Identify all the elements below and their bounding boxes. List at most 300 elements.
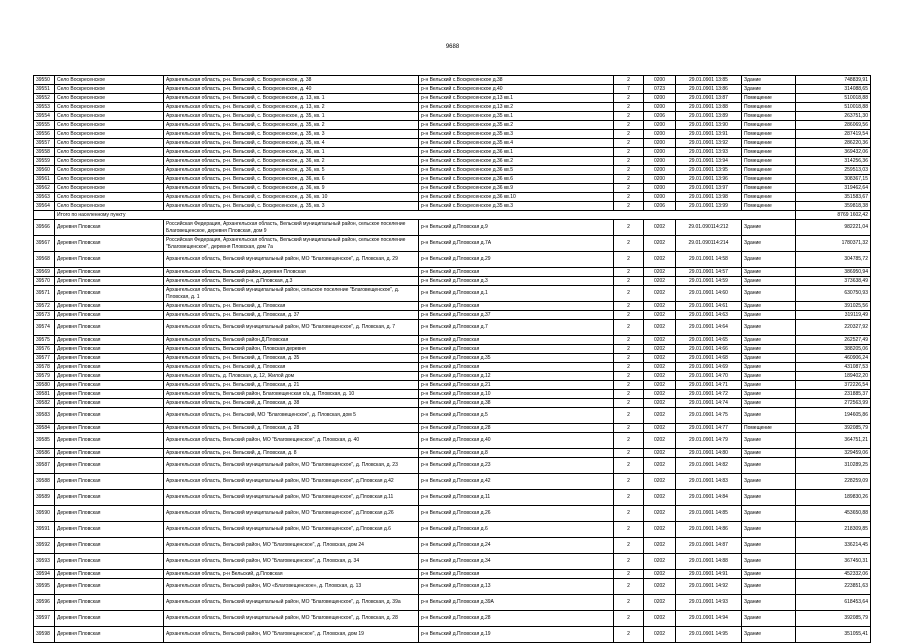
code-cell: 0202 xyxy=(644,363,676,372)
count-cell: 2 xyxy=(614,157,644,166)
value-cell: 259513,03 xyxy=(796,166,871,175)
address-cell: Архангельская область, р-н. Вельский, д. Пловская xyxy=(164,363,419,372)
short-address-cell: р-н Вельский с.Воскресенское д.38 xyxy=(419,76,614,85)
count-cell: 2 xyxy=(614,372,644,381)
date-cell: 29.01.0901 14:83 xyxy=(676,474,742,490)
code-cell: 0202 xyxy=(644,311,676,320)
row-id: 39550 xyxy=(34,76,55,85)
address-cell: Архангельская область, Вельский муниципальный район, МО "Благовещенское", д. Пловская, д. 7 xyxy=(164,320,419,336)
short-address-cell: р-н Вельский с.Воскресенское д.40 xyxy=(419,85,614,94)
code-cell: 0202 xyxy=(644,354,676,363)
short-address-cell: р-н Вельский с.Воскресенское д.35 кв.3 xyxy=(419,130,614,139)
code-cell: 0200 xyxy=(644,157,676,166)
count-cell: 2 xyxy=(614,130,644,139)
row-id: 39592 xyxy=(34,538,55,554)
row-id: 39586 xyxy=(34,449,55,458)
short-address-cell: р-н Вельский д.Пловская д.39А xyxy=(419,595,614,611)
date-cell: 29.01.0901 13:96 xyxy=(676,175,742,184)
count-cell: 2 xyxy=(614,220,644,236)
value-cell: 748839,91 xyxy=(796,76,871,85)
row-id: 39567 xyxy=(34,236,55,252)
table-row xyxy=(34,595,871,611)
short-address-cell: р-н Вельский д.Пловская д.28 xyxy=(419,611,614,627)
short-address-cell: р-н Вельский д.Пловская д.29 xyxy=(419,252,614,268)
count-cell: 2 xyxy=(614,408,644,424)
count-cell: 2 xyxy=(614,354,644,363)
object-type-cell: Помещение xyxy=(742,202,796,211)
object-type-cell: Здание xyxy=(742,268,796,277)
count-cell: 2 xyxy=(614,236,644,252)
row-id: 39580 xyxy=(34,381,55,390)
date-cell: 29.01.0901 14:71 xyxy=(676,381,742,390)
code-cell: 0202 xyxy=(644,490,676,506)
object-type-cell: Помещение xyxy=(742,157,796,166)
object-type-cell: Здание xyxy=(742,345,796,354)
table-row xyxy=(34,148,871,157)
short-address-cell: р-н Вельский д.Пловская д.42 xyxy=(419,474,614,490)
short-address-cell: р-н Вельский с.Воскресенское д.36 кв.10 xyxy=(419,193,614,202)
object-type-cell: Здание xyxy=(742,336,796,345)
date-cell: 29.01.0901 13:90 xyxy=(676,121,742,130)
code-cell: 0202 xyxy=(644,474,676,490)
date-cell: 29.01.0901 13:99 xyxy=(676,202,742,211)
row-id: 39566 xyxy=(34,220,55,236)
settlement-cell: Деревня Пловская xyxy=(55,538,164,554)
count-cell: 2 xyxy=(614,286,644,302)
value-cell: 630750,93 xyxy=(796,286,871,302)
value-cell: 314088,65 xyxy=(796,85,871,94)
table-row xyxy=(34,390,871,399)
object-type-cell: Здание xyxy=(742,302,796,311)
row-id: 39571 xyxy=(34,286,55,302)
count-cell: 2 xyxy=(614,611,644,627)
value-cell: 228259,09 xyxy=(796,474,871,490)
object-type-cell: Здание xyxy=(742,595,796,611)
count-cell: 2 xyxy=(614,175,644,184)
count-cell: 2 xyxy=(614,121,644,130)
short-address-cell: р-н Вельский д.Пловская д.6 xyxy=(419,522,614,538)
count-cell: 2 xyxy=(614,277,644,286)
object-type-cell: Здание xyxy=(742,363,796,372)
settlement-cell: Деревня Пловская xyxy=(55,506,164,522)
row-id: 39551 xyxy=(34,85,55,94)
value-cell: 367450,31 xyxy=(796,554,871,570)
count-cell: 2 xyxy=(614,311,644,320)
value-cell: 319462,64 xyxy=(796,184,871,193)
row-id: 39574 xyxy=(34,320,55,336)
settlement-cell: Село Воскресенское xyxy=(55,76,164,85)
value-cell: 272563,99 xyxy=(796,399,871,408)
count-cell: 2 xyxy=(614,103,644,112)
short-address-cell: р-н Вельский д.Пловская д.7 xyxy=(419,320,614,336)
code-cell: 0200 xyxy=(644,184,676,193)
value-cell: 310289,25 xyxy=(796,458,871,474)
object-type-cell: Здание xyxy=(742,490,796,506)
date-cell: 29.01.0901 14:79 xyxy=(676,433,742,449)
date-cell: 29.01.0901 14:75 xyxy=(676,408,742,424)
object-type-cell: Здание xyxy=(742,390,796,399)
date-cell: 29.01.0901 13:87 xyxy=(676,94,742,103)
row-id: 39584 xyxy=(34,424,55,433)
count-cell: 2 xyxy=(614,424,644,433)
value-cell: 287419,54 xyxy=(796,130,871,139)
date-cell: 29.01.0901 14:66 xyxy=(676,345,742,354)
count-cell: 2 xyxy=(614,399,644,408)
short-address-cell: р-н Вельский д.Пловская xyxy=(419,268,614,277)
count-cell: 2 xyxy=(614,458,644,474)
code-cell: 0202 xyxy=(644,449,676,458)
row-id: 39572 xyxy=(34,302,55,311)
row-id: 39579 xyxy=(34,372,55,381)
total-spacer xyxy=(34,211,55,220)
date-cell: 29.01.0901 14:82 xyxy=(676,458,742,474)
short-address-cell: р-н Вельский д.Пловская д.35 xyxy=(419,354,614,363)
settlement-cell: Деревня Пловская xyxy=(55,345,164,354)
table-row xyxy=(34,94,871,103)
short-address-cell: р-н Вельский д.Пловская д.24 xyxy=(419,538,614,554)
date-cell: 29.01.0901 14:88 xyxy=(676,554,742,570)
settlement-cell: Деревня Пловская xyxy=(55,458,164,474)
table-row xyxy=(34,202,871,211)
row-id: 39564 xyxy=(34,202,55,211)
code-cell: 0202 xyxy=(644,390,676,399)
object-type-cell: Здание xyxy=(742,399,796,408)
object-type-cell: Помещение xyxy=(742,184,796,193)
table-row xyxy=(34,458,871,474)
count-cell: 2 xyxy=(614,252,644,268)
table-row xyxy=(34,611,871,627)
settlement-cell: Село Воскресенское xyxy=(55,175,164,184)
row-id: 39593 xyxy=(34,554,55,570)
address-cell: Архангельская область, р-н. Вельский, с. Воскресенское, д. 13, кв. 1 xyxy=(164,94,419,103)
settlement-cell: Деревня Пловская xyxy=(55,522,164,538)
table-row xyxy=(34,236,871,252)
address-cell: Архангельская область, р-н. Вельский, с. Воскресенское, д. 13, кв. 2 xyxy=(164,103,419,112)
settlement-cell: Деревня Пловская xyxy=(55,490,164,506)
table-row xyxy=(34,433,871,449)
short-address-cell: р-н Вельский д.Пловская д.13 xyxy=(419,579,614,595)
count-cell: 2 xyxy=(614,336,644,345)
address-cell: Архангельская область, Вельский муниципальный район, МО "Благовещенское", д.Пловская д.11 xyxy=(164,490,419,506)
code-cell: 0206 xyxy=(644,202,676,211)
short-address-cell: р-н Вельский д.Пловская д.34 xyxy=(419,554,614,570)
row-id: 39595 xyxy=(34,579,55,595)
settlement-cell: Деревня Пловская xyxy=(55,363,164,372)
address-cell: Архангельская область, р-н. Вельский, с. Воскресенское, д. 36, кв. 9 xyxy=(164,184,419,193)
count-cell: 2 xyxy=(614,345,644,354)
date-cell: 29.01.0901 13:86 xyxy=(676,85,742,94)
value-cell: 194605,86 xyxy=(796,408,871,424)
row-id: 39562 xyxy=(34,184,55,193)
short-address-cell: р-н Вельский д.Пловская д.38 xyxy=(419,399,614,408)
value-cell: 220327,92 xyxy=(796,320,871,336)
table-row xyxy=(34,363,871,372)
address-cell: Архангельская область, Вельский муниципальный район, МО "Благовещенское", д.Пловская д.26 xyxy=(164,506,419,522)
code-cell: 0202 xyxy=(644,458,676,474)
short-address-cell: р-н Вельский д.Пловская д.8 xyxy=(419,449,614,458)
value-cell: 263751,30 xyxy=(796,112,871,121)
count-cell: 2 xyxy=(614,554,644,570)
date-cell: 29.01.0901 14:93 xyxy=(676,595,742,611)
count-cell: 2 xyxy=(614,627,644,643)
value-cell: 1780371,32 xyxy=(796,236,871,252)
date-cell: 29.01.090114:212 xyxy=(676,220,742,236)
object-type-cell: Помещение xyxy=(742,121,796,130)
address-cell: Архангельская область, р-н. Вельский, с. Воскресенское, д. 35, кв. 2 xyxy=(164,121,419,130)
object-type-cell: Помещение xyxy=(742,139,796,148)
date-cell: 29.01.0901 14:60 xyxy=(676,286,742,302)
date-cell: 29.01.0901 14:77 xyxy=(676,424,742,433)
table-row xyxy=(34,372,871,381)
code-cell: 0202 xyxy=(644,372,676,381)
short-address-cell: р-н Вельский д.Пловская д.37 xyxy=(419,311,614,320)
count-cell: 2 xyxy=(614,433,644,449)
code-cell: 0202 xyxy=(644,433,676,449)
object-type-cell: Здание xyxy=(742,286,796,302)
value-cell: 392085,79 xyxy=(796,424,871,433)
short-address-cell: р-н Вельский д.Пловская д.12 xyxy=(419,372,614,381)
address-cell: Архангельская область, Вельский муниципальный район, МО "Благовещенское", д. Пловская, д. 39а xyxy=(164,595,419,611)
count-cell: 7 xyxy=(614,85,644,94)
object-type-cell: Здание xyxy=(742,252,796,268)
settlement-cell: Деревня Пловская xyxy=(55,399,164,408)
code-cell: 0202 xyxy=(644,408,676,424)
address-cell: Архангельская область, Вельский район, Пловская деревня xyxy=(164,345,419,354)
date-cell: 29.01.0901 14:61 xyxy=(676,302,742,311)
object-type-cell: Помещение xyxy=(742,103,796,112)
code-cell: 0200 xyxy=(644,175,676,184)
object-type-cell: Помещение xyxy=(742,130,796,139)
table-row xyxy=(34,449,871,458)
address-cell: Архангельская область, Вельский район, МО "Благовещенское", д. Пловская, дом 19 xyxy=(164,627,419,643)
code-cell: 0202 xyxy=(644,236,676,252)
short-address-cell: р-н Вельский д.Пловская д.7А xyxy=(419,236,614,252)
code-cell: 0200 xyxy=(644,139,676,148)
table-row xyxy=(34,345,871,354)
table-row xyxy=(34,399,871,408)
object-type-cell: Здание xyxy=(742,506,796,522)
code-cell: 0202 xyxy=(644,579,676,595)
short-address-cell: р-н Вельский с.Воскресенское д.36 кв.9 xyxy=(419,184,614,193)
date-cell: 29.01.0901 14:84 xyxy=(676,490,742,506)
code-cell: 0200 xyxy=(644,94,676,103)
address-cell: Архангельская область, р-н. Вельский, с. Воскресенское, д. 36, кв. 2 xyxy=(164,157,419,166)
date-cell: 29.01.0901 14:58 xyxy=(676,252,742,268)
value-cell: 431087,53 xyxy=(796,363,871,372)
settlement-cell: Деревня Пловская xyxy=(55,579,164,595)
code-cell: 0202 xyxy=(644,627,676,643)
settlement-cell: Деревня Пловская xyxy=(55,570,164,579)
value-cell: 453650,88 xyxy=(796,506,871,522)
code-cell: 0202 xyxy=(644,399,676,408)
page-number: 9688 xyxy=(445,44,460,50)
settlement-cell: Деревня Пловская xyxy=(55,611,164,627)
table-row xyxy=(34,570,871,579)
object-type-cell: Здание xyxy=(742,311,796,320)
row-id: 39560 xyxy=(34,166,55,175)
row-id: 39578 xyxy=(34,363,55,372)
row-id: 39597 xyxy=(34,611,55,627)
table-row xyxy=(34,157,871,166)
object-type-cell: Здание xyxy=(742,570,796,579)
settlement-cell: Село Воскресенское xyxy=(55,202,164,211)
count-cell: 2 xyxy=(614,76,644,85)
short-address-cell: р-н Вельский с.Воскресенское д.36 кв.6 xyxy=(419,175,614,184)
short-address-cell: р-н Вельский д.Пловская д.11 xyxy=(419,490,614,506)
code-cell: 0202 xyxy=(644,522,676,538)
settlement-cell: Деревня Пловская xyxy=(55,236,164,252)
settlement-cell: Село Воскресенское xyxy=(55,112,164,121)
settlement-cell: Деревня Пловская xyxy=(55,424,164,433)
date-cell: 29.01.0901 14:65 xyxy=(676,336,742,345)
table-row xyxy=(34,490,871,506)
value-cell: 460906,24 xyxy=(796,354,871,363)
code-cell: 0200 xyxy=(644,130,676,139)
count-cell: 2 xyxy=(614,302,644,311)
count-cell: 2 xyxy=(614,570,644,579)
date-cell: 29.01.0901 14:85 xyxy=(676,506,742,522)
settlement-cell: Деревня Пловская xyxy=(55,252,164,268)
count-cell: 2 xyxy=(614,449,644,458)
date-cell: 29.01.0901 13:93 xyxy=(676,148,742,157)
code-cell: 0202 xyxy=(644,381,676,390)
settlement-cell: Деревня Пловская xyxy=(55,595,164,611)
date-cell: 29.01.0901 14:64 xyxy=(676,320,742,336)
settlement-cell: Деревня Пловская xyxy=(55,277,164,286)
address-cell: Архангельская область, Вельский муниципальный район, МО "Благовещенское", д.Пловская д.42 xyxy=(164,474,419,490)
short-address-cell: р-н Вельский с.Воскресенское д.36 кв.5 xyxy=(419,166,614,175)
value-cell: 452332,06 xyxy=(796,570,871,579)
code-cell: 0202 xyxy=(644,336,676,345)
date-cell: 29.01.0901 13:88 xyxy=(676,103,742,112)
settlement-cell: Село Воскресенское xyxy=(55,166,164,175)
table-row xyxy=(34,424,871,433)
address-cell: Архангельская область, р-н. Вельский, д. Пловская, д. 28 xyxy=(164,424,419,433)
address-cell: Архангельская область, Вельский муниципальный район, МО "Благовещенское", д. Пловская, д. 23 xyxy=(164,458,419,474)
value-cell: 286220,36 xyxy=(796,139,871,148)
address-cell: Архангельская область, р-н. Вельский, с. Воскресенское, д. 38 xyxy=(164,76,419,85)
count-cell: 2 xyxy=(614,381,644,390)
settlement-cell: Деревня Пловская xyxy=(55,311,164,320)
value-cell: 314256,36 xyxy=(796,157,871,166)
short-address-cell: р-н Вельский д.Пловская д.9 xyxy=(419,220,614,236)
settlement-cell: Деревня Пловская xyxy=(55,433,164,449)
short-address-cell: р-н Вельский д.Пловская xyxy=(419,570,614,579)
date-cell: 29.01.0901 14:72 xyxy=(676,390,742,399)
value-cell: 510018,88 xyxy=(796,94,871,103)
table-row xyxy=(34,506,871,522)
address-cell: Российская Федерация, Архангельская область, Вельский муниципальный район, сельское поселение Благовещенское, деревня Пловская, дом 9 xyxy=(164,220,419,236)
address-cell: Архангельская область, Вельский район, Благовещенская с/а, д. Пловская, д. 10 xyxy=(164,390,419,399)
address-cell: Архангельская область, р-н. Вельский, с. Воскресенское, д. 35, кв. 3 xyxy=(164,202,419,211)
object-type-cell: Помещение xyxy=(742,94,796,103)
table-row xyxy=(34,139,871,148)
object-type-cell: Здание xyxy=(742,449,796,458)
count-cell: 2 xyxy=(614,363,644,372)
count-cell: 2 xyxy=(614,193,644,202)
date-cell: 29.01.0901 13:89 xyxy=(676,112,742,121)
address-cell: Архангельская область, д. Пловская, д. 12, Жилой дом xyxy=(164,372,419,381)
code-cell: 0202 xyxy=(644,345,676,354)
address-cell: Архангельская область, р-н. Вельский, с. Воскресенское, д. 35, кв. 4 xyxy=(164,139,419,148)
address-cell: Архангельская область, р-н Вельский, д.Пловская xyxy=(164,570,419,579)
address-cell: Архангельская область, р-н. Вельский, д. Пловская, д. 38 xyxy=(164,399,419,408)
count-cell: 2 xyxy=(614,94,644,103)
value-cell: 510018,88 xyxy=(796,103,871,112)
table-row xyxy=(34,286,871,302)
table-row xyxy=(34,103,871,112)
table-row xyxy=(34,336,871,345)
object-type-cell: Помещение xyxy=(742,193,796,202)
count-cell: 2 xyxy=(614,112,644,121)
value-cell: 373638,49 xyxy=(796,277,871,286)
table-row xyxy=(34,277,871,286)
object-type-cell: Здание xyxy=(742,236,796,252)
value-cell: 392085,79 xyxy=(796,611,871,627)
object-type-cell: Здание xyxy=(742,220,796,236)
count-cell: 2 xyxy=(614,538,644,554)
date-cell: 29.01.0901 13:92 xyxy=(676,139,742,148)
table-row xyxy=(34,85,871,94)
address-cell: Архангельская область, р-н. Вельский, с. Воскресенское, д. 36, кв. 5 xyxy=(164,166,419,175)
address-cell: Архангельская область, р-н. Вельский, с. Воскресенское, д. 40 xyxy=(164,85,419,94)
value-cell: 223851,63 xyxy=(796,579,871,595)
table-row xyxy=(34,354,871,363)
code-cell: 0202 xyxy=(644,320,676,336)
total-label: Итого по населенному пункту xyxy=(55,211,796,220)
table-row xyxy=(34,121,871,130)
settlement-cell: Деревня Пловская xyxy=(55,627,164,643)
row-id: 39576 xyxy=(34,345,55,354)
short-address-cell: р-н Вельский с.Воскресенское д.35 кв.1 xyxy=(419,112,614,121)
code-cell: 0202 xyxy=(644,268,676,277)
address-cell: Архангельская область, р-н. Вельский, д. Пловская, д. 35 xyxy=(164,354,419,363)
row-id: 39575 xyxy=(34,336,55,345)
settlement-cell: Село Воскресенское xyxy=(55,121,164,130)
row-id: 39558 xyxy=(34,148,55,157)
table-row xyxy=(34,76,871,85)
settlement-cell: Село Воскресенское xyxy=(55,193,164,202)
row-id: 39555 xyxy=(34,121,55,130)
value-cell: 231885,37 xyxy=(796,390,871,399)
object-type-cell: Здание xyxy=(742,554,796,570)
row-id: 39588 xyxy=(34,474,55,490)
settlement-cell: Деревня Пловская xyxy=(55,336,164,345)
short-address-cell: р-н Вельский с.Воскресенское д.35 кв.2 xyxy=(419,121,614,130)
address-cell: Архангельская область, р-н. Вельский, с. Воскресенское, д. 36, кв. 10 xyxy=(164,193,419,202)
code-cell: 0202 xyxy=(644,302,676,311)
table-row xyxy=(34,302,871,311)
row-id: 39561 xyxy=(34,175,55,184)
address-cell: Архангельская область, Вельский район, МО «Благовещенское», д. Пловская, д. 13 xyxy=(164,579,419,595)
object-type-cell: Помещение xyxy=(742,175,796,184)
address-cell: Архангельская область, Вельский муниципальный район, МО "Благовещенское", д. Пловская, д. 28 xyxy=(164,611,419,627)
settlement-cell: Деревня Пловская xyxy=(55,474,164,490)
count-cell: 2 xyxy=(614,595,644,611)
code-cell: 0202 xyxy=(644,424,676,433)
table-row xyxy=(34,175,871,184)
value-cell: 308367,15 xyxy=(796,175,871,184)
address-cell: Архангельская область, Вельский район, МО "Благовещенское", д. Пловская, д. 34 xyxy=(164,554,419,570)
address-cell: Архангельская область, р-н. Вельский, д. Пловская, д. 8 xyxy=(164,449,419,458)
table-row xyxy=(34,474,871,490)
count-cell: 2 xyxy=(614,390,644,399)
address-cell: Архангельская область, Вельский район, деревня Пловская xyxy=(164,268,419,277)
table-row xyxy=(34,220,871,236)
short-address-cell: р-н Вельский с.Воскресенское д.35 кв.4 xyxy=(419,139,614,148)
code-cell: 0202 xyxy=(644,506,676,522)
code-cell: 0200 xyxy=(644,76,676,85)
